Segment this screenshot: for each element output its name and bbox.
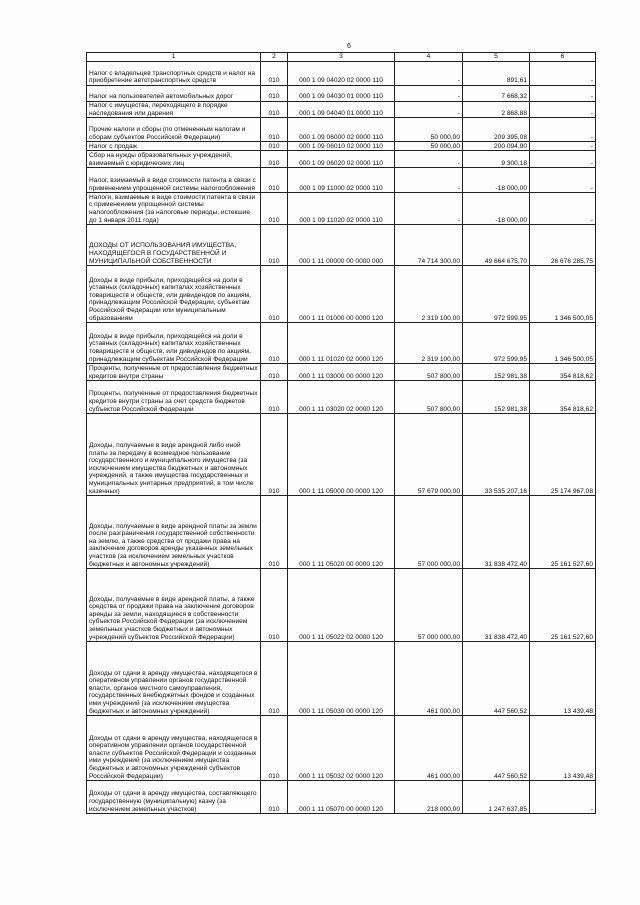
row-code-cell: 010 bbox=[261, 102, 288, 118]
approved-amount-cell: 50 000,00 bbox=[395, 118, 463, 142]
budget-code-cell: 000 1 11 05032 02 0000 120 bbox=[288, 716, 395, 781]
budget-code-cell: 000 1 11 01000 00 0000 120 bbox=[288, 266, 395, 323]
executed-amount-cell: 1 247 637,85 bbox=[463, 781, 530, 814]
executed-amount-cell: 972 599,95 bbox=[463, 266, 530, 323]
unexecuted-amount-cell: 13 439,48 bbox=[530, 716, 596, 781]
approved-amount-cell: 57 000 000,00 bbox=[395, 569, 463, 642]
row-code-cell: 010 bbox=[261, 142, 288, 151]
table-row bbox=[87, 62, 596, 86]
table-row bbox=[87, 781, 596, 814]
approved-amount-cell: 461 000,00 bbox=[395, 642, 463, 716]
executed-amount-cell: 31 838 472,40 bbox=[463, 496, 530, 569]
row-code-cell: 010 bbox=[261, 364, 288, 381]
approved-amount-cell: - bbox=[395, 151, 463, 168]
row-code-cell: 010 bbox=[261, 86, 288, 102]
table-row bbox=[87, 496, 596, 569]
budget-code-cell: 000 1 11 00000 00 0000 000 bbox=[288, 225, 395, 266]
unexecuted-amount-cell: 1 346 500,05 bbox=[530, 323, 596, 364]
revenue-table bbox=[86, 52, 596, 814]
approved-amount-cell: 507 800,00 bbox=[395, 364, 463, 381]
header-row bbox=[87, 53, 596, 62]
executed-amount-cell: -18 000,00 bbox=[463, 168, 530, 193]
table-row bbox=[87, 193, 596, 225]
approved-amount-cell: - bbox=[395, 168, 463, 193]
row-code-cell: 010 bbox=[261, 193, 288, 225]
budget-code-cell: 000 1 09 06020 02 0000 110 bbox=[288, 151, 395, 168]
row-name-cell: Доходы в виде прибыли, приходящейся на доли в уставных (складочных) капиталах хозяйственных товариществ и обществ, или дивидендов по акциям, принадлежащим субъектам Российской Федерации bbox=[87, 323, 261, 364]
executed-amount-cell: 7 668,32 bbox=[463, 86, 530, 102]
page-number: 6 bbox=[347, 43, 351, 50]
row-code-cell: 010 bbox=[261, 266, 288, 323]
budget-code-cell: 000 1 11 05022 02 0000 120 bbox=[288, 569, 395, 642]
row-code-cell: 010 bbox=[261, 716, 288, 781]
approved-amount-cell: - bbox=[395, 86, 463, 102]
row-code-cell: 010 bbox=[261, 569, 288, 642]
budget-code-cell: 000 1 11 05030 00 0000 120 bbox=[288, 642, 395, 716]
approved-amount-cell: - bbox=[395, 62, 463, 86]
row-name-cell: Налог, взимаемый в виде стоимости патента в связи с применением упрощенной системы налогообложения bbox=[87, 168, 261, 193]
executed-amount-cell: 33 535 207,16 bbox=[463, 414, 530, 496]
executed-amount-cell: 49 664 675,70 bbox=[463, 225, 530, 266]
approved-amount-cell: 2 319 100,00 bbox=[395, 266, 463, 323]
row-name-cell: Прочие налоги и сборы (по отмененным налогам и сборам субъектов Российской Федерации) bbox=[87, 118, 261, 142]
approved-amount-cell: 507 800,00 bbox=[395, 381, 463, 414]
approved-amount-cell: - bbox=[395, 193, 463, 225]
unexecuted-amount-cell: 25 174 967,08 bbox=[530, 414, 596, 496]
budget-code-cell: 000 1 11 05020 00 0000 120 bbox=[288, 496, 395, 569]
unexecuted-amount-cell: 13 439,48 bbox=[530, 642, 596, 716]
unexecuted-amount-cell: 25 161 527,60 bbox=[530, 496, 596, 569]
table-row bbox=[87, 381, 596, 414]
unexecuted-amount-cell: - bbox=[530, 118, 596, 142]
executed-amount-cell: 209 395,08 bbox=[463, 118, 530, 142]
row-code-cell: 010 bbox=[261, 323, 288, 364]
approved-amount-cell: 2 319 100,00 bbox=[395, 323, 463, 364]
unexecuted-amount-cell: - bbox=[530, 62, 596, 86]
executed-amount-cell: 447 560,52 bbox=[463, 716, 530, 781]
header-cell: 6 bbox=[530, 53, 596, 62]
executed-amount-cell: 447 560,52 bbox=[463, 642, 530, 716]
header-cell: 1 bbox=[87, 53, 261, 62]
executed-amount-cell: 152 981,38 bbox=[463, 364, 530, 381]
row-name-cell: Доходы в виде прибыли, приходящейся на доли в уставных (складочных) капиталах хозяйственных товариществ и обществ, или дивидендов по акциям, принадлежащим Российской Федерации, субъектам Российской Федерации или муниципальным образованиям bbox=[87, 266, 261, 323]
executed-amount-cell: 891,61 bbox=[463, 62, 530, 86]
unexecuted-amount-cell: - bbox=[530, 102, 596, 118]
table-row bbox=[87, 569, 596, 642]
table-row bbox=[87, 102, 596, 118]
row-name-cell: Доходы, получаемые в виде арендной платы, а также средства от продажи права на заключение договоров аренды за земли, находящиеся в собственности субъектов Российской Федерации (за исключением земельных участков бюджетных и автономных учреждений субъектов Российской Федерации) bbox=[87, 569, 261, 642]
unexecuted-amount-cell: - bbox=[530, 86, 596, 102]
table-row bbox=[87, 168, 596, 193]
unexecuted-amount-cell: - bbox=[530, 193, 596, 225]
row-code-cell: 010 bbox=[261, 642, 288, 716]
executed-amount-cell: 9 300,18 bbox=[463, 151, 530, 168]
budget-code-cell: 000 1 09 04030 01 0000 110 bbox=[288, 86, 395, 102]
row-name-cell: Доходы, получаемые в виде арендной платы за земли после разграничения государственной собственности на землю, а также средства от продажи права на заключение договоров аренды указанных земельных участков (за исключением земельных участков бюджетных и автономных учреждений) bbox=[87, 496, 261, 569]
budget-code-cell: 000 1 11 03000 00 0000 120 bbox=[288, 364, 395, 381]
row-name-cell: Налог на пользователей автомобильных дорог bbox=[87, 86, 261, 102]
row-name-cell: Доходы от сдачи в аренду имущества, находящегося в оперативном управлении органов государственной власти, органов местного самоуправления, государственных внебюджетных фондов и созданных ими учреждений (за исключением имущества бюджетных и автономных учреждений) bbox=[87, 642, 261, 716]
unexecuted-amount-cell: - bbox=[530, 168, 596, 193]
approved-amount-cell: - bbox=[395, 102, 463, 118]
row-name-cell: ДОХОДЫ ОТ ИСПОЛЬЗОВАНИЯ ИМУЩЕСТВА, НАХОДЯЩЕГОСЯ В ГОСУДАРСТВЕННОЙ И МУНИЦИПАЛЬНОЙ СОБСТВЕННОСТИ bbox=[87, 225, 261, 266]
table-row bbox=[87, 414, 596, 496]
unexecuted-amount-cell: - bbox=[530, 151, 596, 168]
executed-amount-cell: 972 599,95 bbox=[463, 323, 530, 364]
unexecuted-amount-cell: 354 818,62 bbox=[530, 364, 596, 381]
row-code-cell: 010 bbox=[261, 62, 288, 86]
row-name-cell: Налог с владельцев транспортных средств и налог на приобретение автотранспортных средств bbox=[87, 62, 261, 86]
row-name-cell: Доходы, получаемые в виде арендной либо иной платы за передачу в возмездное пользование государственного и муниципального имущества (за исключением имущества бюджетных и автономных учреждений, а также имущества государственных и муниципальных унитарных предприятий, в том числе казенных) bbox=[87, 414, 261, 496]
row-name-cell: Налог с имущества, переходящего в порядке наследования или дарения bbox=[87, 102, 261, 118]
header-cell: 2 bbox=[261, 53, 288, 62]
budget-code-cell: 000 1 11 01020 02 0000 120 bbox=[288, 323, 395, 364]
row-code-cell: 010 bbox=[261, 118, 288, 142]
approved-amount-cell: 50 000,00 bbox=[395, 142, 463, 151]
budget-code-cell: 000 1 11 05070 00 0000 120 bbox=[288, 781, 395, 814]
executed-amount-cell: 31 838 472,40 bbox=[463, 569, 530, 642]
table-row bbox=[87, 716, 596, 781]
executed-amount-cell: 200 094,90 bbox=[463, 142, 530, 151]
approved-amount-cell: 57 679 000,00 bbox=[395, 414, 463, 496]
header-cell: 5 bbox=[463, 53, 530, 62]
row-name-cell: Проценты, полученные от предоставления бюджетных кредитов внутри страны bbox=[87, 364, 261, 381]
row-code-cell: 010 bbox=[261, 781, 288, 814]
row-code-cell: 010 bbox=[261, 168, 288, 193]
row-name-cell: Налоги, взимаемые в виде стоимости патента в связи с применением упрощенной системы налогообложения (за налоговые периоды, истекшие до 1 января 2011 года) bbox=[87, 193, 261, 225]
row-name-cell: Налог с продаж bbox=[87, 142, 261, 151]
budget-code-cell: 000 1 09 04040 01 0000 110 bbox=[288, 102, 395, 118]
unexecuted-amount-cell: 26 676 285,75 bbox=[530, 225, 596, 266]
approved-amount-cell: 57 000 000,00 bbox=[395, 496, 463, 569]
table-row bbox=[87, 364, 596, 381]
executed-amount-cell: 152 981,38 bbox=[463, 381, 530, 414]
table-row bbox=[87, 323, 596, 364]
approved-amount-cell: 74 714 300,00 bbox=[395, 225, 463, 266]
executed-amount-cell: -18 000,00 bbox=[463, 193, 530, 225]
row-name-cell: Доходы от сдачи в аренду имущества, находящегося в оперативном управлении органов государственной власти субъектов Российской Федерации и созданных ими учреждений (за исключением имущества бюджетных и автономных учреждений субъектов Российской Федерации) bbox=[87, 716, 261, 781]
header-cell: 3 bbox=[288, 53, 395, 62]
unexecuted-amount-cell: 1 346 500,05 bbox=[530, 266, 596, 323]
budget-code-cell: 000 1 11 05000 00 0000 120 bbox=[288, 414, 395, 496]
row-name-cell: Сбор на нужды образовательных учреждений, взимаемый с юридических лиц bbox=[87, 151, 261, 168]
unexecuted-amount-cell: - bbox=[530, 781, 596, 814]
row-code-cell: 010 bbox=[261, 414, 288, 496]
unexecuted-amount-cell: 25 161 527,60 bbox=[530, 569, 596, 642]
row-name-cell: Проценты, полученные от предоставления бюджетных кредитов внутри страны за счет средств бюджетов субъектов Российской Федерации bbox=[87, 381, 261, 414]
table-row bbox=[87, 118, 596, 142]
table-row bbox=[87, 86, 596, 102]
unexecuted-amount-cell: - bbox=[530, 142, 596, 151]
budget-code-cell: 000 1 09 11000 02 0000 110 bbox=[288, 168, 395, 193]
budget-code-cell: 000 1 11 03020 02 0000 120 bbox=[288, 381, 395, 414]
approved-amount-cell: 218 000,00 bbox=[395, 781, 463, 814]
unexecuted-amount-cell: 354 818,62 bbox=[530, 381, 596, 414]
approved-amount-cell: 461 000,00 bbox=[395, 716, 463, 781]
table-row bbox=[87, 642, 596, 716]
header-cell: 4 bbox=[395, 53, 463, 62]
row-code-cell: 010 bbox=[261, 151, 288, 168]
budget-code-cell: 000 1 09 06000 02 0000 110 bbox=[288, 118, 395, 142]
budget-code-cell: 000 1 09 11020 02 0000 110 bbox=[288, 193, 395, 225]
budget-code-cell: 000 1 09 06010 02 0000 110 bbox=[288, 142, 395, 151]
row-name-cell: Доходы от сдачи в аренду имущества, составляющего государственную (муниципальную) казну (за исключением земельных участков) bbox=[87, 781, 261, 814]
table-row bbox=[87, 151, 596, 168]
row-code-cell: 010 bbox=[261, 496, 288, 569]
table-row bbox=[87, 142, 596, 151]
row-code-cell: 010 bbox=[261, 225, 288, 266]
table-row bbox=[87, 225, 596, 266]
table-row bbox=[87, 266, 596, 323]
executed-amount-cell: 2 868,88 bbox=[463, 102, 530, 118]
budget-code-cell: 000 1 09 04020 02 0000 110 bbox=[288, 62, 395, 86]
row-code-cell: 010 bbox=[261, 381, 288, 414]
